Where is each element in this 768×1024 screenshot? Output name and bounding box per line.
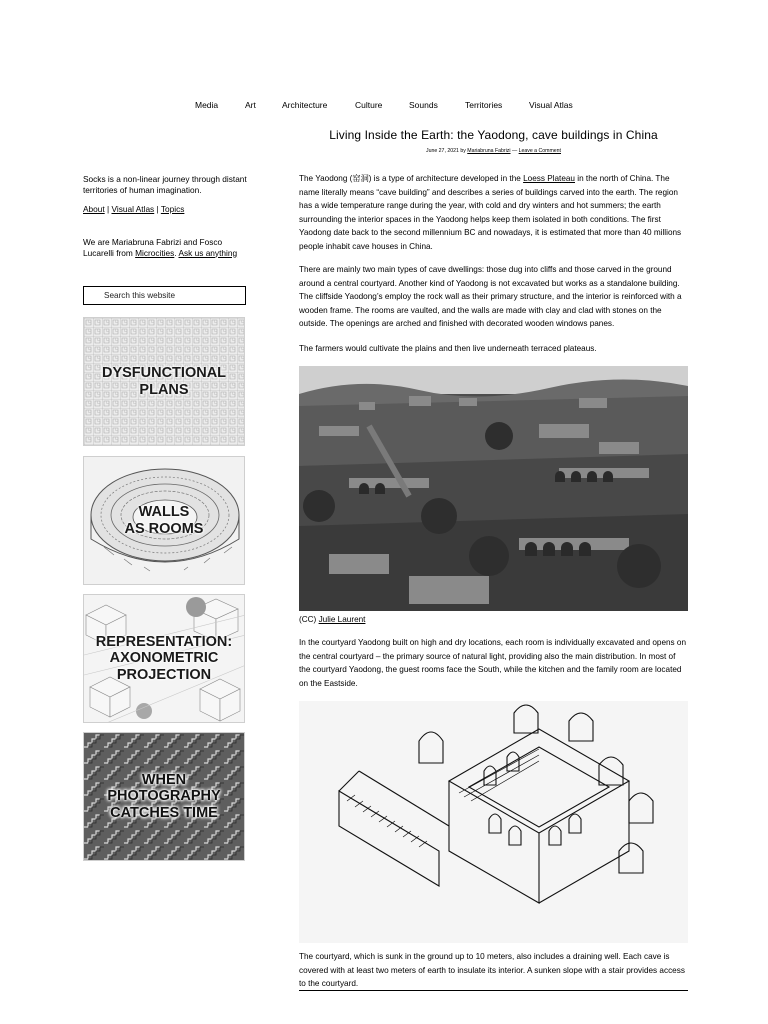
nav-art[interactable]: Art (245, 100, 256, 110)
author-link[interactable]: Mariabruna Fabrizi (467, 148, 511, 154)
ask-us-link[interactable]: Ask us anything (178, 247, 238, 258)
topics-link[interactable]: Topics (160, 204, 185, 214)
visual-atlas-link[interactable]: Visual Atlas (111, 204, 155, 214)
caption-prefix: (CC) (299, 615, 317, 624)
tile-label: WALLS AS ROOMS (124, 504, 204, 537)
link-separator: | (107, 204, 110, 214)
paragraph-sunken-courtyard: The courtyard, which is sunk in the ground up to 10 meters, also includes a draining well. Each cave is covered with at least two meters of earth to insulate its interior. A sunken slope with a stair provides access to the courtyard. (299, 952, 685, 989)
meta-dash: — (511, 148, 518, 154)
tile-label: WHEN PHOTOGRAPHY CATCHES TIME (107, 771, 221, 821)
main-navigation (0, 100, 768, 114)
divider (299, 990, 688, 991)
loess-plateau-link[interactable]: Loess Plateau (523, 174, 575, 183)
nav-architecture[interactable]: Architecture (282, 100, 328, 110)
village-photo-illustration (299, 366, 688, 611)
sidebar (83, 174, 253, 258)
paragraph-text: in the north of China. The name literally means “cave building” and describes a series of buildings carved into the earth. The region has a wide temperature range during the year, with cold and dry winters and hot summers; the earth surrounding the interior spaces in the Yaodong helps keep them isolated in both conditions. The first Yaodong date back to the second millennium BC and nowadays, it is estimated that more than 40 millions people inhabit cave houses in China. (299, 174, 682, 251)
nav-media[interactable]: Media (195, 100, 219, 110)
about-us-text (83, 237, 243, 258)
paragraph-text: The Yaodong (窑洞) is a type of architecture developed in the (299, 174, 521, 183)
article (299, 128, 688, 989)
article-title: Living Inside the Earth: the Yaodong, cave buildings in China (329, 128, 658, 142)
article-meta (299, 148, 688, 154)
nav-territories[interactable]: Territories (465, 100, 503, 110)
tile-dysfunctional-plans[interactable] (83, 317, 245, 446)
paragraph-types: There are mainly two main types of cave dwellings: those dug into cliffs and those carved in the ground around a central courtyard. Another kind of Yaodong is not excavated but works as a standalone building. The cliffside Yaodong’s employ the rock wall as their primary structure, and the interior is reinforced with a wooden frame. The rooms are vaulted, and the walls are made with clay and clad with stones on the outside. The openings are arched and finished with decorated wooden windows panes. (299, 265, 682, 329)
tile-representation[interactable] (83, 594, 245, 723)
sidebar-links (83, 204, 253, 215)
photo-credit-link[interactable]: Julie Laurent (318, 615, 366, 624)
courtyard-axonometric-drawing (299, 701, 688, 943)
paragraph-courtyard: In the courtyard Yaodong built on high and dry locations, each room is individually excavated and opens on the central courtyard – the primary source of natural light, providing also the main distribution. In most of the courtyard Yaodong, the guest rooms face the South, while the kitchen and the family room are located on the Eastside. (299, 638, 687, 688)
post-date: June 27, 2021 (425, 148, 459, 154)
nav-sounds[interactable]: Sounds (409, 100, 438, 110)
tile-label: DYSFUNCTIONAL PLANS (101, 365, 227, 398)
courtyard-line-drawing (299, 701, 688, 943)
nav-culture[interactable]: Culture (355, 100, 383, 110)
nav-visual-atlas[interactable]: Visual Atlas (529, 100, 573, 110)
photo-caption (299, 615, 365, 624)
by-label: by (460, 148, 466, 154)
microcities-link[interactable]: Microcities (135, 247, 175, 258)
leave-comment-link[interactable]: Leave a Comment (518, 148, 561, 154)
paragraph-intro (299, 172, 688, 254)
tile-walls-as-rooms[interactable] (83, 456, 245, 585)
site-tagline: Socks is a non-linear journey through distant territories of human imagination. (83, 174, 247, 195)
yaodong-village-photo (299, 366, 688, 611)
paragraph-farmers: The farmers would cultivate the plains and then live underneath terraced plateaus. (299, 344, 597, 353)
search-input[interactable] (83, 286, 246, 305)
link-separator: | (156, 204, 159, 214)
tile-label: REPRESENTATION: AXONOMETRIC PROJECTION (95, 633, 233, 683)
about-link[interactable]: About (83, 204, 105, 214)
tile-when-photography[interactable] (83, 732, 245, 861)
about-us-sep: . (174, 247, 177, 258)
about-us-intro: We are Mariabruna Fabrizi and Fosco Lucarelli from (83, 237, 223, 258)
